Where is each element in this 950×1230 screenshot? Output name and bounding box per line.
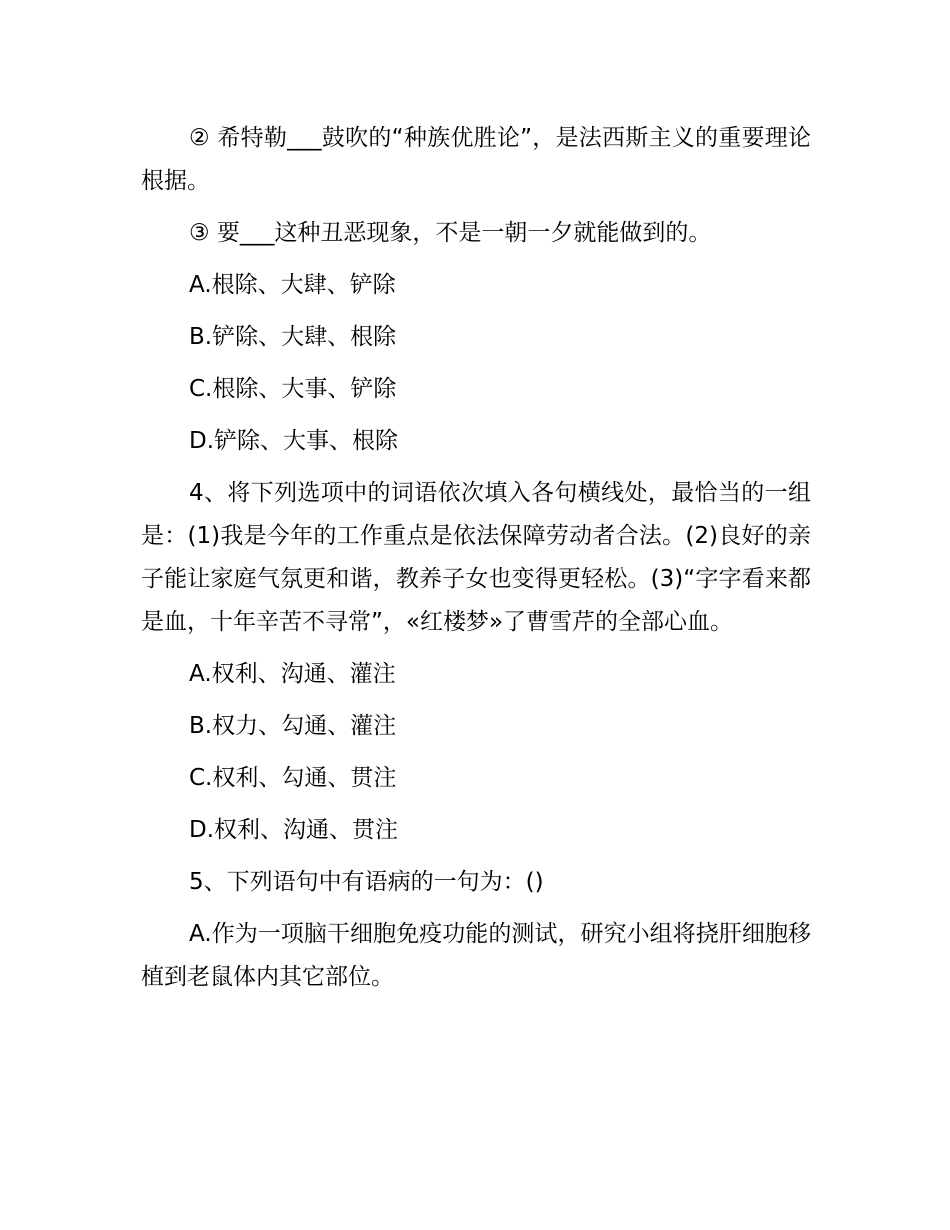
question-4-option-a: A.权利、沟通、灌注 bbox=[189, 661, 396, 687]
question-5-stem: 5、下列语句中有语病的一句为：() bbox=[189, 869, 544, 895]
question-5-option-a: A.作为一项脑干细胞免疫功能的测试，研究小组将挠肝细胞移植到老鼠体内其它部位。 bbox=[141, 921, 811, 990]
question-4-option-b: B.权力、勾通、灌注 bbox=[189, 713, 397, 739]
question-3-sentence-2: ② 希特勒___鼓吹的“种族优胜论”，是法西斯主义的重要理论根据。 bbox=[141, 125, 811, 194]
question-3-option-c: C.根除、大事、铲除 bbox=[189, 376, 397, 402]
question-3-option-d: D.铲除、大事、根除 bbox=[189, 428, 399, 454]
question-4-option-c: C.权利、勾通、贯注 bbox=[189, 765, 397, 791]
question-3-option-b: B.铲除、大肆、根除 bbox=[189, 324, 397, 350]
document-body bbox=[141, 117, 811, 1008]
question-4-option-d: D.权利、沟通、贯注 bbox=[189, 817, 399, 843]
question-4-stem: 4、将下列选项中的词语依次填入各句横线处，最恰当的一组是：(1)我是今年的工作重点是依法保障劳动者合法。(2)良好的亲子能让家庭气氛更和谐，教养子女也变得更轻松。(3)“字字看来都是血，十年辛苦不寻常”，«红楼梦»了曹雪芹的全部心血。 bbox=[141, 480, 811, 635]
question-3-sentence-3: ③ 要___这种丑恶现象，不是一朝一夕就能做到的。 bbox=[189, 220, 712, 246]
question-3-option-a: A.根除、大肆、铲除 bbox=[189, 272, 396, 298]
